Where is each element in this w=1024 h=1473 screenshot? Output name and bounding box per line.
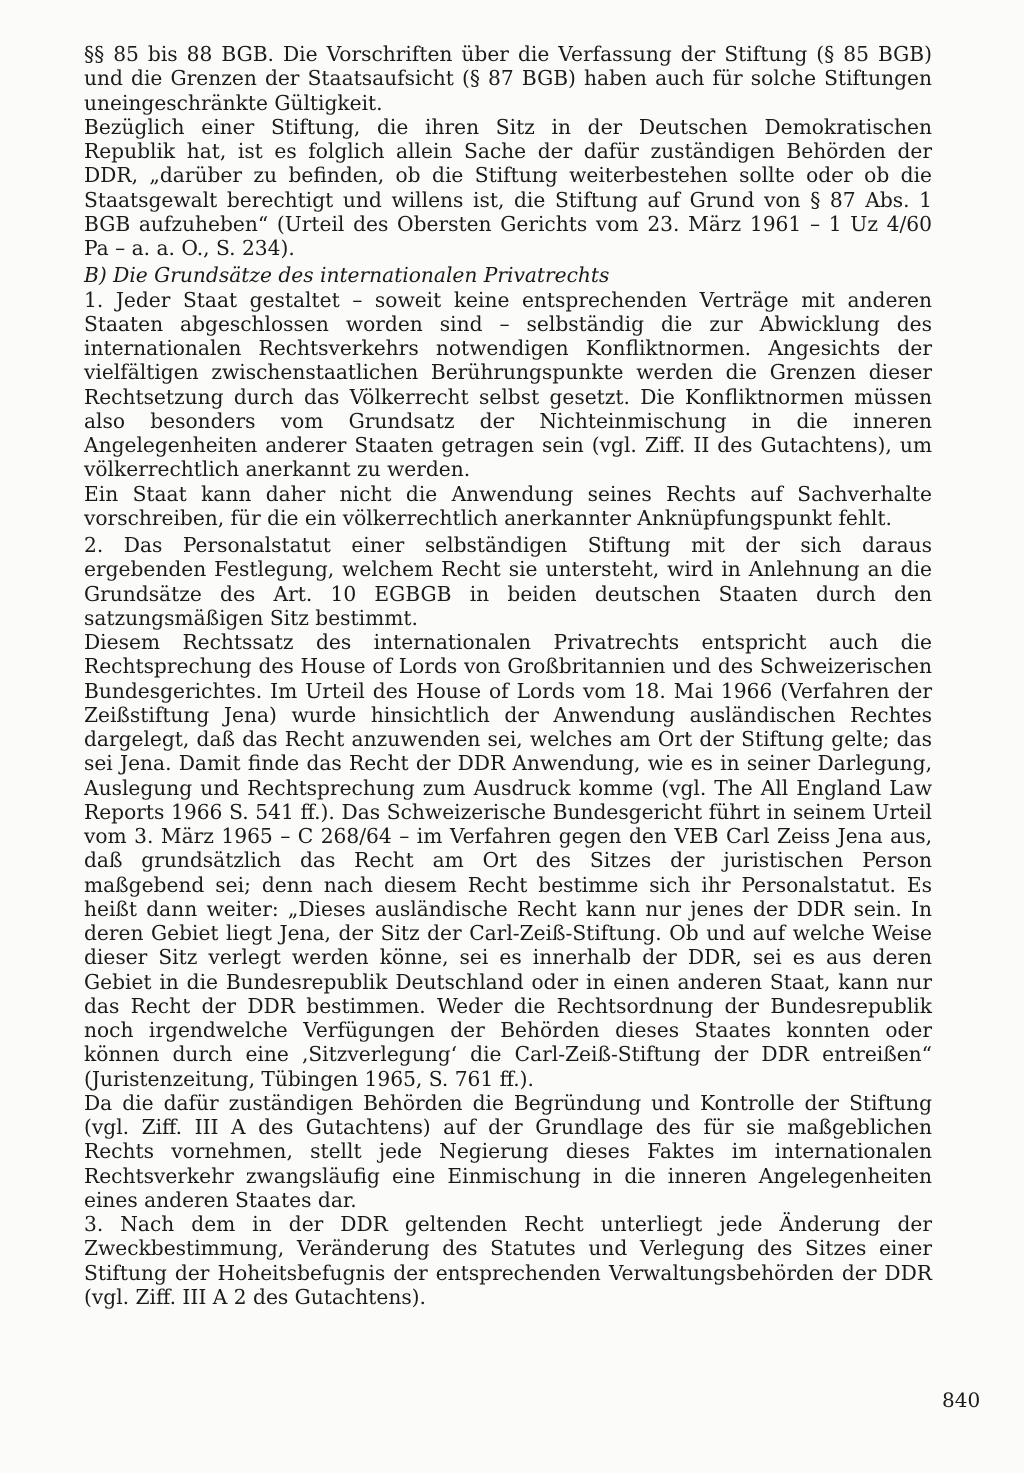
paragraph-stiftung-verfassung: §§ 85 bis 88 BGB. Die Vorschriften über die Verfassung der Stiftung (§ 85 BGB) und die Grenzen der Staatsaufsicht (§ 87 BGB) haben auch für solche Stiftungen uneingeschränkte Gültigkeit. (84, 42, 932, 115)
paragraph-point-3: 3. Nach dem in der DDR geltenden Recht unterliegt jede Änderung der Zweckbestimmung, Veränderung des Statutes und Verlegung des Sitzes einer Stiftung der Hoheitsbefugnis der entsprechenden Verwaltungsbehörden der DDR (vgl. Ziff. III A 2 des Gutachtens). (84, 1212, 932, 1309)
section-heading: B) Die Grundsätze des internationalen Privatrechts (84, 263, 610, 288)
page-number: 840 (942, 1388, 981, 1412)
paragraph-einmischung: Da die dafür zuständigen Behörden die Begründung und Kontrolle der Stiftung (vgl. Ziff. III A des Gutachtens) auf der Grundlage des für sie maßgeblichen Rechts vornehmen, stellt jede Negierung dieses Faktes im internationalen Rechtsverkehr zwangsläufig eine Einmischung in die inneren Angelegenheiten eines anderen Staates dar. (84, 1090, 932, 1212)
paragraph-rechtsprechung: Diesem Rechtssatz des internationalen Privatrechts entspricht auch die Rechtsprechung des House of Lords von Großbritannien und des Schweizerischen Bundesgerichtes. Im Urteil des House of Lords vom 18. Mai 1966 (Verfahren der Zeißstiftung Jena) wurde hinsichtlich der Anwendung ausländischen Rechtes dargelegt, daß das Recht anzuwenden sei, welches am Ort der Stiftung gelte; das sei Jena. Damit finde das Recht der DDR Anwendung, wie es in seiner Darlegung, Auslegung und Rechtsprechung zum Ausdruck komme (vgl. The All England Law Reports 1966 S. 541 ff.). Das Schweizerische Bundesgericht führt in seinem Urteil vom 3. März 1965 – C 268/64 – im Verfahren gegen den VEB Carl Zeiss Jena aus, daß grundsätzlich das Recht am Ort des Sitzes der juristischen Person maßgebend sei; denn nach diesem Recht bestimme sich ihr Personalstatut. Es heißt dann weiter: „Dieses ausländische Recht kann nur jenes der DDR sein. In deren Gebiet liegt Jena, der Sitz der Carl-Zeiß-Stiftung. Ob und auf welche Weise dieser Sitz verlegt werden könne, sei es innerhalb der DDR, sei es aus deren Gebiet in die Bundesrepublik Deutschland oder in einen anderen Staat, kann nur das Recht der DDR bestimmen. Weder die Rechtsordnung der Bundesrepublik noch irgendwelche Verfügungen der Behörden dieses Staates konnten oder können durch eine ‚Sitzverlegung‘ die Carl-Zeiß-Stiftung der DDR entreißen“ (Juristenzeitung, Tübingen 1965, S. 761 ff.). (84, 630, 932, 1091)
paragraph-point-2: 2. Das Personalstatut einer selbständigen Stiftung mit der sich daraus ergebenden Festlegung, welchem Recht sie untersteht, wird in Anlehnung an die Grundsätze des Art. 10 EGBGB in beiden deutschen Staaten durch den satzungsmäßigen Sitz bestimmt. (84, 533, 932, 630)
paragraph-anknuepfungspunkt: Ein Staat kann daher nicht die Anwendung seines Rechts auf Sachverhalte vorschreiben, für die ein völkerrechtlich anerkannter Anknüpfungspunkt fehlt. (84, 481, 932, 530)
paragraph-sitz-ddr: Bezüglich einer Stiftung, die ihren Sitz in der Deutschen Demokratischen Republik hat, ist es folglich allein Sache der dafür zuständigen Behörden der DDR, „darüber zu befinden, ob die Stiftung weiterbestehen sollte oder ob die Staatsgewalt berechtigt und willens ist, die Stiftung auf Grund von § 87 Abs. 1 BGB aufzuheben“ (Urteil des Obersten Gerichts vom 23. März 1961 – 1 Uz 4/60 Pa – a. a. O., S. 234). (84, 114, 932, 260)
body-text (84, 42, 932, 1309)
paragraph-point-1: 1. Jeder Staat gestaltet – soweit keine entsprechenden Verträge mit anderen Staaten abgeschlossen worden sind – selbständig die zur Abwicklung des internationalen Rechtsverkehrs notwendigen Konfliktnormen. Angesichts der vielfältigen zwischenstaatlichen Berührungspunkte werden die Grenzen dieser Rechtsetzung durch das Völkerrecht selbst gesetzt. Die Konfliktnormen müssen also besonders vom Grundsatz der Nichteinmischung in die inneren Angelegenheiten anderer Staaten getragen sein (vgl. Ziff. II des Gutachtens), um völkerrechtlich anerkannt zu werden. (84, 287, 932, 482)
